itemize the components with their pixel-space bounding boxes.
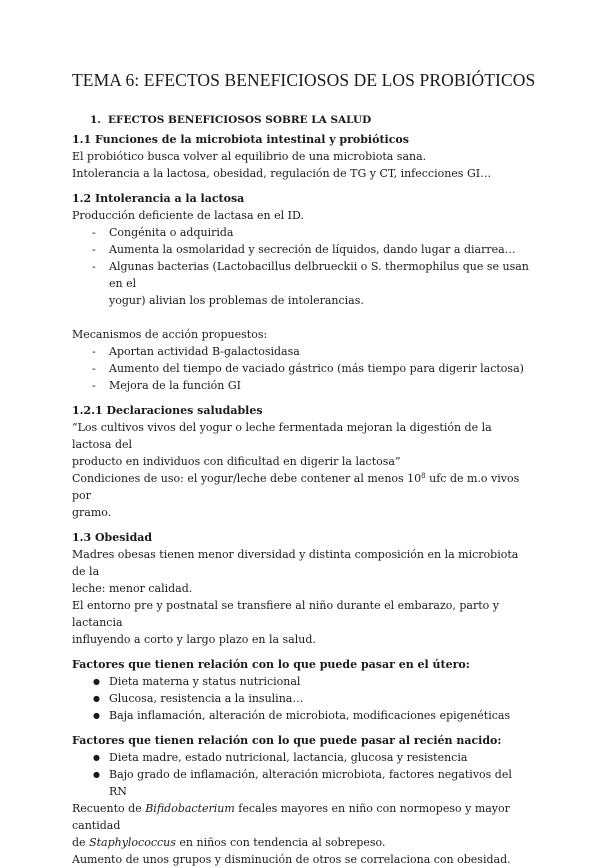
subsection-heading: 1.2.1 Declaraciones saludables: [72, 404, 263, 417]
paragraph-line: Condiciones de uso: el yogur/leche debe contener al menos $10^8$ ufc de m.o vivos por: [72, 472, 520, 502]
list-item: - Congénita o adquirida: [92, 226, 234, 239]
list-item: ● Baja inflamación, alteración de microbiota, modificaciones epigenéticas: [93, 709, 511, 722]
paragraph-line: producto en individuos con dificultad en digerir la lactosa”: [72, 455, 401, 468]
paragraph-line: “Los cultivos vivos del yogur o leche fermentada mejoran la digestión de la lactosa del: [72, 421, 492, 451]
paragraph-line: Madres obesas tienen menor diversidad y distinta composición en la microbiota de la: [72, 548, 519, 578]
factors-heading: Factores que tienen relación con lo que puede pasar en el útero:: [72, 658, 470, 671]
subsection-heading: 1.3 Obesidad: [72, 531, 153, 544]
factors-heading: Factores que tienen relación con lo que puede pasar al recién nacido:: [72, 734, 502, 747]
paragraph-line: de Staphylococcus en niños con tendencia al sobrepeso.: [72, 836, 386, 849]
section-number: 1.: [90, 114, 101, 126]
list-item: - Aportan actividad B-galactosidasa: [92, 345, 300, 358]
list-item: - Aumenta la osmolaridad y secreción de líquidos, dando lugar a diarrea…: [92, 243, 516, 256]
list-item: - Mejora de la función GI: [92, 379, 241, 392]
dash-list: [72, 224, 532, 309]
section-heading: [72, 113, 532, 128]
bullet-list: [72, 673, 532, 724]
list-item: - Aumento del tiempo de vaciado gástrico (más tiempo para digerir lactosa): [92, 362, 524, 375]
document-page: [72, 70, 536, 868]
paragraph-line: El entorno pre y postnatal se transfiere al niño durante el embarazo, parto y lactancia: [72, 599, 499, 629]
paragraph-line: Recuento de Bifidobacterium fecales mayores en niño con normopeso y mayor cantidad: [72, 802, 510, 832]
list-item-continuation: yogur) alivian los problemas de intolerancias.: [109, 294, 364, 307]
subsection-heading: 1.2 Intolerancia a la lactosa: [72, 192, 245, 205]
paragraph-line: Aumento de unos grupos y disminución de otros se correlaciona con obesidad.: [72, 853, 511, 866]
paragraph-line: Intolerancia a la lactosa, obesidad, regulación de TG y CT, infecciones GI…: [72, 167, 492, 180]
paragraph-line: leche: menor calidad.: [72, 582, 193, 595]
dash-list: [72, 343, 532, 394]
paragraph-line: influyendo a corto y largo plazo en la salud.: [72, 633, 316, 646]
list-item: ● Glucosa, resistencia a la insulina…: [93, 692, 304, 705]
bullet-list: [72, 749, 532, 800]
list-item: ● Dieta madre, estado nutricional, lactancia, glucosa y resistencia: [93, 751, 468, 764]
list-item: - Algunas bacterias (Lactobacillus delbrueckii o S. thermophilus que se usan en el: [92, 260, 529, 290]
subsection-heading: 1.1 Funciones de la microbiota intestinal y probióticos: [72, 133, 409, 146]
page-title: TEMA 6: EFECTOS BENEFICIOSOS DE LOS PROBIÓTICOS: [72, 70, 536, 90]
paragraph-line: El probiótico busca volver al equilibrio de una microbiota sana.: [72, 150, 427, 163]
paragraph-line: gramo.: [72, 506, 112, 519]
list-item: ● Bajo grado de inflamación, alteración microbiota, factores negativos del RN: [93, 768, 512, 798]
list-item: ● Dieta materna y status nutricional: [93, 675, 301, 688]
section-label: EFECTOS BENEFICIOSOS SOBRE LA SALUD: [108, 114, 372, 126]
paragraph-line: Producción deficiente de lactasa en el ID.: [72, 209, 304, 222]
paragraph-line: Mecanismos de acción propuestos:: [72, 328, 268, 341]
